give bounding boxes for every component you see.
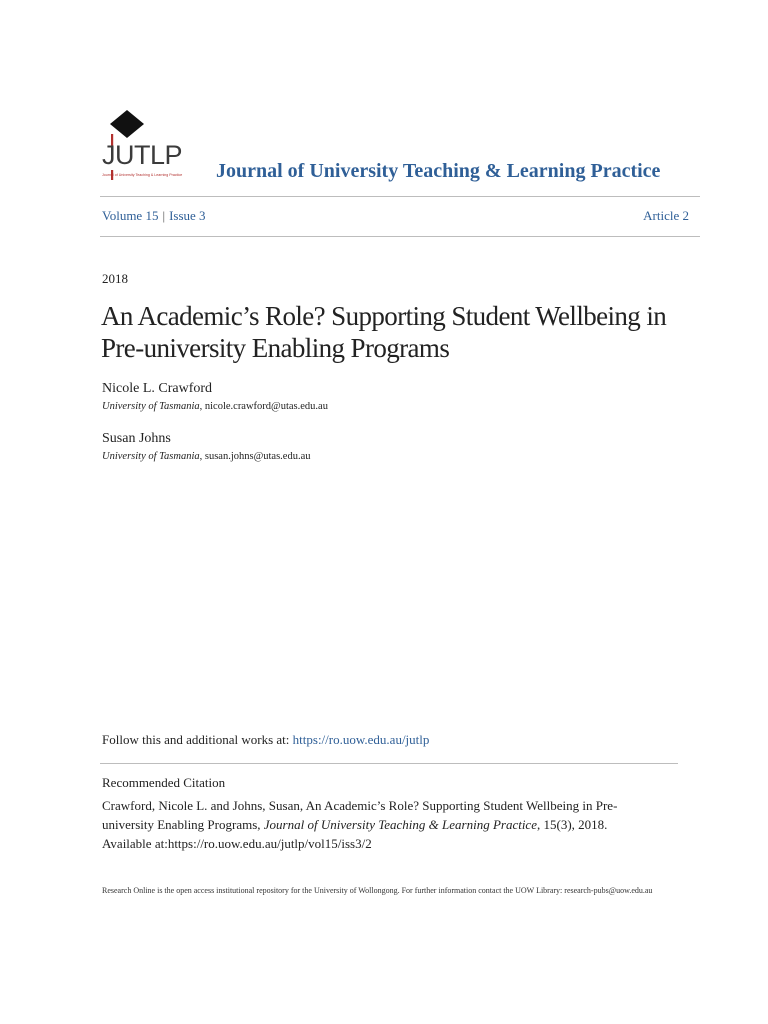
author-affiliation [102, 401, 328, 412]
paper-title: An Academic’s Role? Supporting Student Wellbeing in Pre-university Enabling Programs [101, 301, 667, 363]
repository-footer: Research Online is the open access institutional repository for the University of Wollongong. For further information contact the UOW Library: research-pubs@uow.edu.au [102, 886, 653, 895]
author-name: Susan Johns [102, 431, 171, 446]
follow-text: Follow this and additional works at: [102, 732, 293, 747]
follow-url-link[interactable]: https://ro.uow.edu.au/jutlp [292, 732, 430, 747]
author-email: , nicole.crawford@utas.edu.au [199, 401, 328, 412]
citation-authors-title: Crawford, Nicole L. and Johns, Susan, An Academic’s Role? Supporting Student Wellbeing in Pre-university Enabling Programs, [102, 798, 618, 832]
article-link[interactable]: Article 2 [643, 208, 689, 223]
issue-link[interactable]: Issue 3 [169, 208, 206, 223]
author-name: Nicole L. Crawford [102, 381, 213, 396]
logo-wordmark: JUTLP [102, 140, 183, 170]
publication-year: 2018 [102, 271, 128, 286]
citation-divider [100, 763, 678, 764]
citation-text [102, 796, 662, 853]
citation-available-at: Available at:https://ro.uow.edu.au/jutlp/vol15/iss3/2 [102, 836, 372, 851]
journal-title-link[interactable]: Journal of University Teaching & Learning Practice [216, 160, 661, 182]
volume-link[interactable]: Volume 15 [102, 208, 159, 223]
follow-line [102, 732, 429, 748]
author-institution: University of Tasmania [102, 451, 200, 462]
jutlp-logo [100, 108, 184, 184]
author-affiliation [102, 451, 311, 462]
breadcrumb-separator: | [162, 208, 166, 223]
citation-journal: Journal of University Teaching & Learning Practice [263, 817, 537, 832]
citation-volume: , 15(3), 2018. [536, 817, 608, 832]
header-divider-top [100, 196, 700, 197]
volume-issue-breadcrumb [102, 208, 206, 224]
author-email: , susan.johns@utas.edu.au [199, 451, 311, 462]
header-divider-bottom [100, 236, 700, 237]
logo-tagline: Journal of University Teaching & Learning Practice [102, 173, 183, 177]
recommended-citation-heading: Recommended Citation [102, 775, 226, 790]
author-institution: University of Tasmania [102, 401, 200, 412]
